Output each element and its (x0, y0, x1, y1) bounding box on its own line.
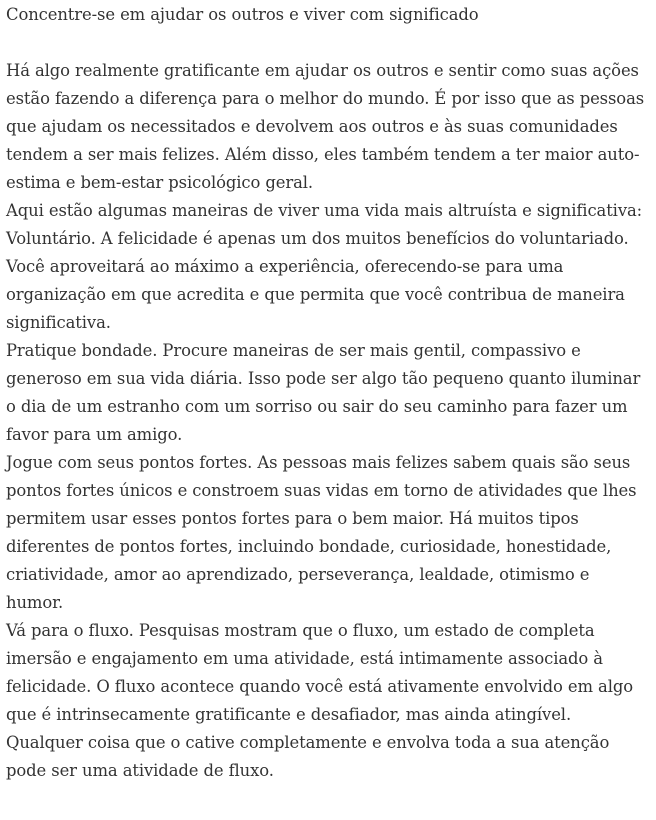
paragraph-kindness: Pratique bondade. Procure maneiras de ser mais gentil, compassivo e generoso em sua vida diária. Isso pode ser algo tão pequeno quanto iluminar o dia de um estranho com um sorriso ou sair do seu caminho para fazer um favor para um amigo. (6, 341, 641, 444)
paragraph-ways-intro: Aqui estão algumas maneiras de viver uma vida mais altruísta e significativa: (6, 201, 643, 220)
paragraph-volunteer: Voluntário. A felicidade é apenas um dos muitos benefícios do voluntariado. Você aproveitará ao máximo a experiência, oferecendo-se para uma organização em que acredita e que permita que você contribua de maneira significativa. (6, 229, 629, 332)
document-title: Concentre-se em ajudar os outros e viver com significado (6, 5, 479, 24)
paragraph-strengths: Jogue com seus pontos fortes. As pessoas mais felizes sabem quais são seus pontos fortes únicos e constroem suas vidas em torno de atividades que lhes permitem usar esses pontos fortes para o bem maior. Há muitos tipos diferentes de pontos fortes, incluindo bondade, curiosidade, honestidade, criatividade, amor ao aprendizado, perseverança, lealdade, otimismo e humor. (6, 453, 637, 612)
paragraph-flow: Vá para o fluxo. Pesquisas mostram que o fluxo, um estado de completa imersão e engajamento em uma atividade, está intimamente associado à felicidade. O fluxo acontece quando você está ativamente envolvido em algo que é intrinsecamente gratificante e desafiador, mas ainda atingível. Qualquer coisa que o cative completamente e envolva toda a sua atenção pode ser uma atividade de fluxo. (6, 621, 634, 780)
paragraph-intro: Há algo realmente gratificante em ajudar os outros e sentir como suas ações estão fazendo a diferença para o melhor do mundo. É por isso que as pessoas que ajudam os necessitados e devolvem aos outros e às suas comunidades tendem a ser mais felizes. Além disso, eles também tendem a ter maior auto-estima e bem-estar psicológico geral. (6, 61, 645, 192)
